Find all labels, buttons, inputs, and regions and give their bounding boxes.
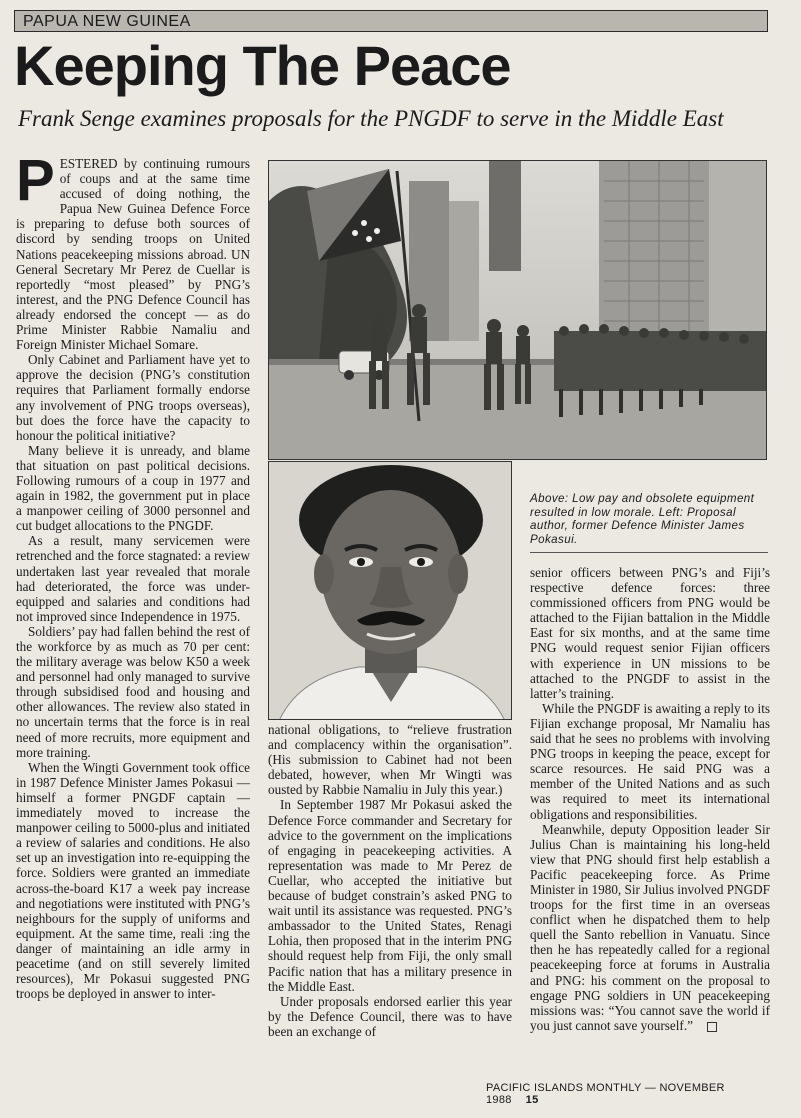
paragraph: Meanwhile, deputy Opposition leader Sir Julius Chan is maintaining his long-held view that PNG should first help establish a Pacific peacekeeping force. As Prime Minister in 1980, Sir Julius involved PNGDF troops for the first time in an overseas conflict when he dispatched them to help quell the Santo rebellion in Vanuatu. Since then he has repeatedly called for a regional peacekeeping force at forums in Australia and PNG: his comment on the proposal to engage PNG soldiers in UN peacekeeping missions was: “You cannot save the world if you just cannot save yourself.” <box>530 821 770 1033</box>
drop-cap: P <box>16 148 55 213</box>
paragraph: In September 1987 Mr Pokasui asked the Defence Force commander and Secretary for advice to the government on the implications of engaging in peacekeeping activities. A representation was made to Mr Perez de Cuellar, who accepted the initiative but because of budget constrain’s asked PNG to wait until its assistance was requested. PNG’s ambassador to the United States, Renagi Lohia, then proposed that in the interim PNG should request help from Fiji, the only small Pacific nation that has a military presence in the Middle East. <box>268 797 512 994</box>
portrait-photo <box>268 461 512 720</box>
end-mark-icon <box>707 1022 717 1032</box>
parade-photo <box>268 160 767 460</box>
paragraph: senior officers between PNG’s and Fiji’s respective defence forces: three commissioned officers from PNG would be attached to the Fijian battalion in the Middle East for six months, and at the same time PNG would request senior Fijian officers with experience in UN missions to be attached to the PNGDF to assist in the latter’s training. <box>530 565 770 701</box>
paragraph: Only Cabinet and Parliament have yet to approve the decision (PNG’s constitution requires that Parliament formally endorse any involvement of PNG troops overseas), but does the force have the capacity to honour the political initiative? <box>16 352 250 443</box>
paragraph: When the Wingti Government took office in 1987 Defence Minister James Pokasui — himself a former PNGDF captain — immediately moved to increase the manpower ceiling to 5000-plus and initiated a review of salaries and conditions. He also set up an investigation into re-equipping the force. Soldiers were granted an immediate across-the-board K17 a week pay increase and negotiations were instituted with PNG’s neighbours for the supply of uniforms and equipment. At the same time, reali :ing the danger of maintaining an idle army in peacetime (and on still severely limited resources), Mr Pokasui suggested PNG troops be deployed in answer to inter- <box>16 759 250 1002</box>
paragraph: Many believe it is unready, and blame that situation on past political decisions. Following rumours of a coup in 1977 and again in 1982, the government put in place a manpower ceiling of 3000 personnel and cut budget allocations to the PNGDF. <box>16 442 250 534</box>
paragraph: PESTERED by continuing rumours of coups and at the same time accused of doing nothing, the Papua New Guinea Defence Force is preparing to defuse both sources of discord by sending troops on United Nations peacekeeping missions abroad. UN General Secretary Mr Perez de Cuellar is reportedly “most pleased” by PNG’s interest, and the PNG Defence Council has already endorsed the concept — as do Prime Minister Rabbie Namaliu and Foreign Minister Michael Somare. <box>16 148 250 353</box>
deck-subtitle: Frank Senge examines proposals for the PNGDF to serve in the Middle East <box>18 106 724 131</box>
article-column-3 <box>530 565 770 1033</box>
headline: Keeping The Peace <box>14 34 511 97</box>
article-column-2 <box>268 722 512 1039</box>
article-column-1 <box>16 148 250 1002</box>
caption-divider <box>530 552 768 553</box>
paragraph: Under proposals endorsed earlier this year by the Defence Council, there was to have been an exchange of <box>268 993 512 1039</box>
page-number: 15 <box>525 1094 539 1106</box>
photo-caption: Above: Low pay and obsolete equipment resulted in low morale. Left: Proposal author, former Defence Minister James Pokasui. <box>530 492 755 546</box>
paragraph: national obligations, to “relieve frustration and complacency within the organisation”. (His submission to Cabinet had not been debated, however, when Mr Wingti was ousted by Rabbie Namaliu in July this year.) <box>268 722 512 798</box>
publication-line: PACIFIC ISLANDS MONTHLY — NOVEMBER 1988 <box>486 1082 725 1106</box>
paragraph: As a result, many servicemen were retrenched and the force stagnated: a review undertaken last year revealed that morale had deteriorated, the force was under-equipped and salaries and conditions had not improved since Independence in 1975. <box>16 533 250 624</box>
page-footer <box>486 1082 776 1106</box>
section-label: PAPUA NEW GUINEA <box>14 10 768 32</box>
paragraph: While the PNGDF is awaiting a reply to its Fijian exchange proposal, Mr Namaliu has said that he sees no problems with involving PNG troops in keeping the peace, except for scarce resources. He said PNG was a member of the United Nations and as such was required to meet its international obligations and responsibilities. <box>530 700 770 822</box>
paragraph: Soldiers’ pay had fallen behind the rest of the workforce by as much as 70 per cent: the military average was below K50 a week and personnel had only managed to survive through subsidised food and housing and other allowances. The review also stated in no uncertain terms that the force is in real need of more recruits, more equipment and more training. <box>16 623 250 760</box>
